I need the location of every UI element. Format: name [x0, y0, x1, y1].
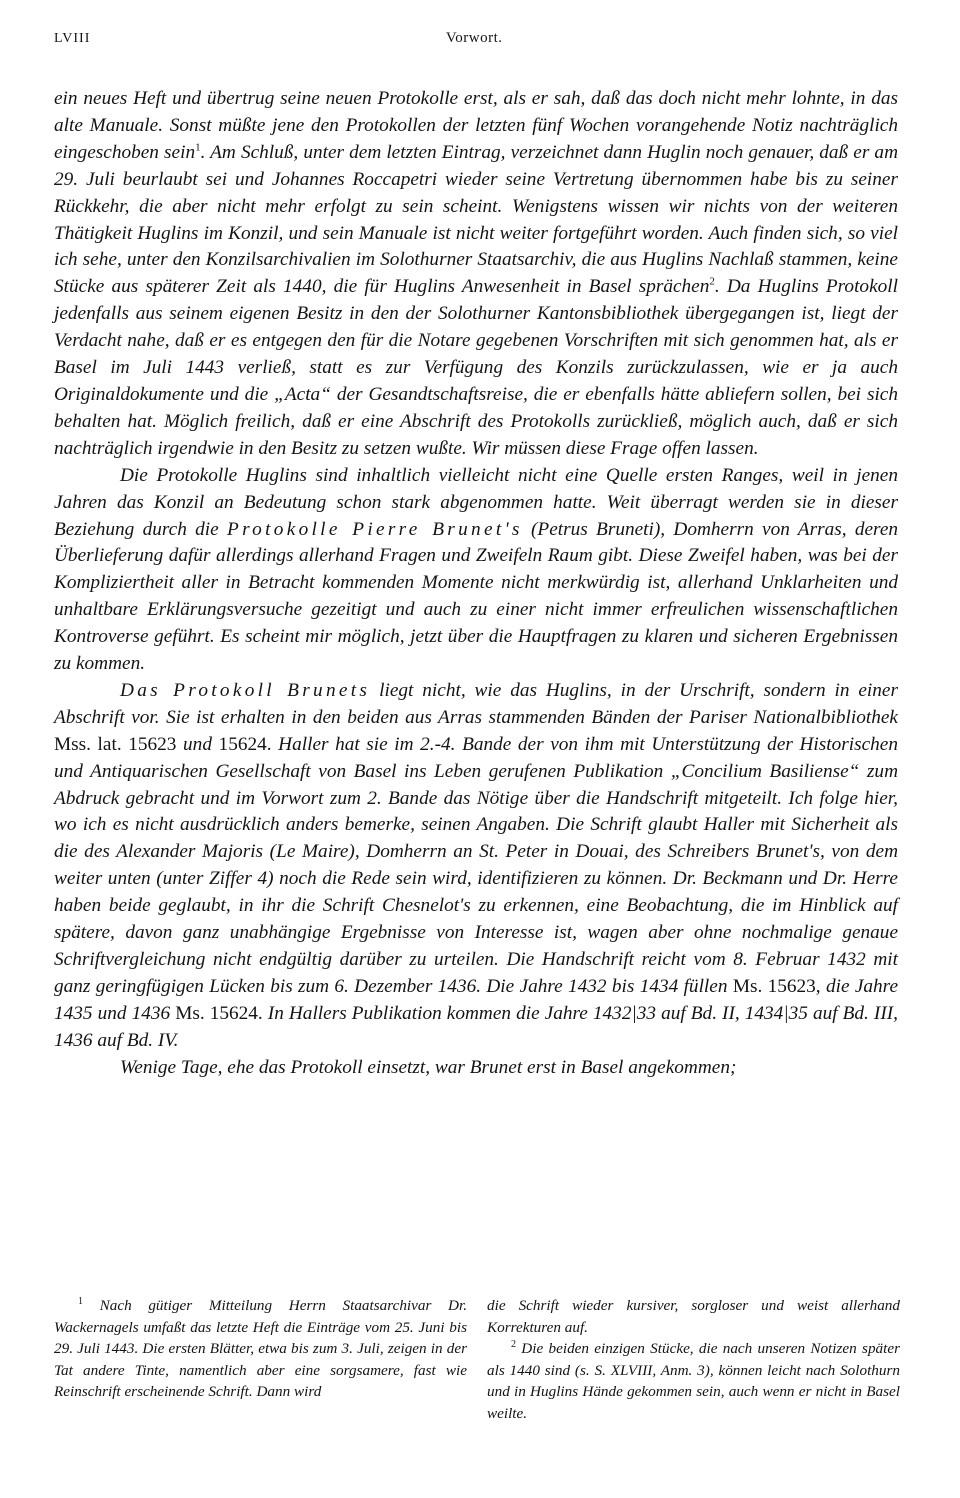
- spaced-emphasis: Protokolle Pierre Brunet's: [227, 518, 523, 540]
- main-text: [54, 86, 898, 1082]
- paragraph: [54, 86, 898, 463]
- text-run: (Petrus Bruneti), Domherrn von Arras, deren Überlieferung dafür allerdings allerhand Fragen und Zweifeln Raum gibt. Diese Zweifel haben, was bei der Kompliziertheit aller in Betracht kommenden Momente nicht merkwürdig ist, allerhand Unklarheiten und unhaltbare Erklärungsversuche gezeitigt und auch zu einer nicht immer erfreulichen wissenschaftlichen Kontroverse geführt. Es scheint mir möglich, jetzt über die Hauptfragen zu klaren und sicheren Ergebnissen zu kommen.: [54, 518, 899, 675]
- text-run: Haller hat sie im 2.-4. Bande der von ihm mit Unterstützung der Historischen und Antiquarischen Gesellschaft von Basel ins Leben gerufenen Publikation „Concilium Basiliense“ zum Abdruck gebracht und im Vorwort zum 2. Bande das Nötige über die Handschrift mitgeteilt. Ich folge hier, wo ich es nicht ausdrücklich anders bemerke, seinen Angaben. Die Schrift glaubt Haller mit Sicherheit als die des Alexander Majoris (Le Maire), Domherrn an St. Peter in Douai, des Schreibers Brunet's, von dem weiter unten (unter Ziffer 4) noch die Rede sein wird, identifizieren zu können. Dr. Beckmann und Dr. Herre haben beide geglaubt, in ihr die Schrift Chesnelot's zu erkennen, eine Beobachtung, die im Hinblick auf spätere, davon ganz unabhängige Ergebnisse von Interesse ist, wagen aber ohne nochmalige genaue Schriftvergleichung nicht endgültig darüber zu urteilen. Die Handschrift reicht vom 8. Februar 1432 mit ganz geringfügigen Lücken bis zum 6. Dezember 1436. Die Jahre 1432 bis 1434 füllen: [54, 733, 899, 997]
- page-header: [54, 30, 898, 56]
- footnote-column-left: [54, 1295, 467, 1425]
- text-run: . Am Schluß, unter dem letzten Eintrag, verzeichnet dann Huglin noch genauer, daß er am 29. Juli beurlaubt sei und Johannes Roccapetri wieder seine Vertretung übernommen habe bis zu seiner Rückkehr, die aber nicht mehr erfolgt zu sein scheint. Wenigstens wissen wir nichts von der weiteren Thätigkeit Huglins im Konzil, und sein Manuale ist nicht weiter fortgeführt worden. Auch finden sich, so viel ich sehe, unter den Konzilsarchivalien im Solothurner Staatsarchiv, die aus Huglins Nachlaß stammen, keine Stücke aus späterer Zeit als 1440, die für Huglins Anwesenheit in Basel sprächen: [54, 141, 898, 298]
- footnote-ref: 1: [195, 141, 201, 154]
- footnote-mark: 2: [511, 1339, 516, 1351]
- text-run: die Jahre 1435 und 1436: [54, 975, 899, 1024]
- footnote-text: Die beiden einzigen Stücke, die nach unseren Notizen später als 1440 sind (s. S. XLVIII, Anm. 3), können leicht nach Solothurn und in Huglins Hände gekommen sein, auch wenn er nicht in Basel weilte.: [487, 1340, 900, 1422]
- manuscript-ref: 15624.: [218, 733, 272, 755]
- footnote-1-continued: die Schrift wieder kursiver, sorgloser und weist allerhand Korrekturen auf.: [487, 1297, 900, 1336]
- paragraph: [54, 678, 898, 1055]
- text-run: und: [183, 733, 212, 755]
- manuscript-ref: Ms. 15623,: [732, 975, 821, 997]
- text-run: liegt nicht, wie das Huglins, in der Urschrift, sondern in einer Abschrift vor. Sie ist erhalten in den beiden aus Arras stammenden Bänden der Pariser Nationalbibliothek: [54, 679, 898, 728]
- footnote-mark: 1: [78, 1295, 83, 1307]
- text-run: In Hallers Publikation kommen die Jahre 1432|33 auf Bd. II, 1434|35 auf Bd. III, 1436 auf Bd. IV.: [54, 1002, 899, 1051]
- paragraph: Wenige Tage, ehe das Protokoll einsetzt, war Brunet erst in Basel angekommen;: [120, 1056, 737, 1078]
- footnote-text: Nach gütiger Mitteilung Herrn Staatsarchivar Dr. Wackernagels umfaßt das letzte Heft die Einträge vom 25. Juni bis 29. Juli 1443. Die ersten Blätter, etwa bis zum 3. Juli, zeigen in der Tat andere Tinte, namentlich aber eine sorgsamere, fast wie Reinschrift erscheinende Schrift. Dann wird: [54, 1297, 468, 1401]
- spaced-emphasis: Das Protokoll Brunets: [120, 679, 371, 701]
- text-run: . Da Huglins Protokoll jedenfalls aus seinem eigenen Besitz in den der Solothurner Kantonsbibliothek übergegangen ist, liegt der Verdacht nahe, daß er es entgegen den für die Notare gegebenen Vorschriften mit sich genommen hat, als er Basel im Juli 1443 verließ, statt es zur Verfügung des Konzils zurückzulassen, wie er ja auch Originaldokumente und die „Acta“ der Gesandtschaftsreise, die er ebenfalls hätte abliefern sollen, bei sich behalten hat. Möglich freilich, daß er eine Abschrift des Protokolls zurückließ, möglich auch, daß er sich nachträglich irgendwie in den Besitz zu setzen wußte. Wir müssen diese Frage offen lassen.: [54, 276, 898, 459]
- manuscript-ref: Ms. 15624.: [175, 1002, 263, 1024]
- manuscript-ref: Mss. lat. 15623: [54, 733, 177, 755]
- page-number: LVIII: [54, 31, 91, 46]
- text-run: Die Protokolle Huglins sind inhaltlich vielleicht nicht eine Quelle ersten Ranges, weil in jenen Jahren das Konzil an Bedeutung schon stark abgenommen hatte. Weit überragt werden sie in dieser Beziehung durch die: [54, 464, 898, 540]
- footnote-ref: 2: [709, 275, 715, 288]
- footnotes: [54, 1295, 900, 1425]
- text-run: ein neues Heft und übertrug seine neuen Protokolle erst, als er sah, daß das doch nicht mehr lohnte, in das alte Manuale. Sonst müßte jene den Protokollen der letzten fünf Wochen vorangehende Notiz nachträglich eingeschoben sein: [54, 88, 898, 163]
- paragraph: [54, 463, 898, 678]
- footnote-2: [487, 1338, 900, 1424]
- footnote-1: [54, 1295, 467, 1403]
- footnote-column-right: [487, 1295, 900, 1425]
- running-title: Vorwort.: [445, 30, 503, 46]
